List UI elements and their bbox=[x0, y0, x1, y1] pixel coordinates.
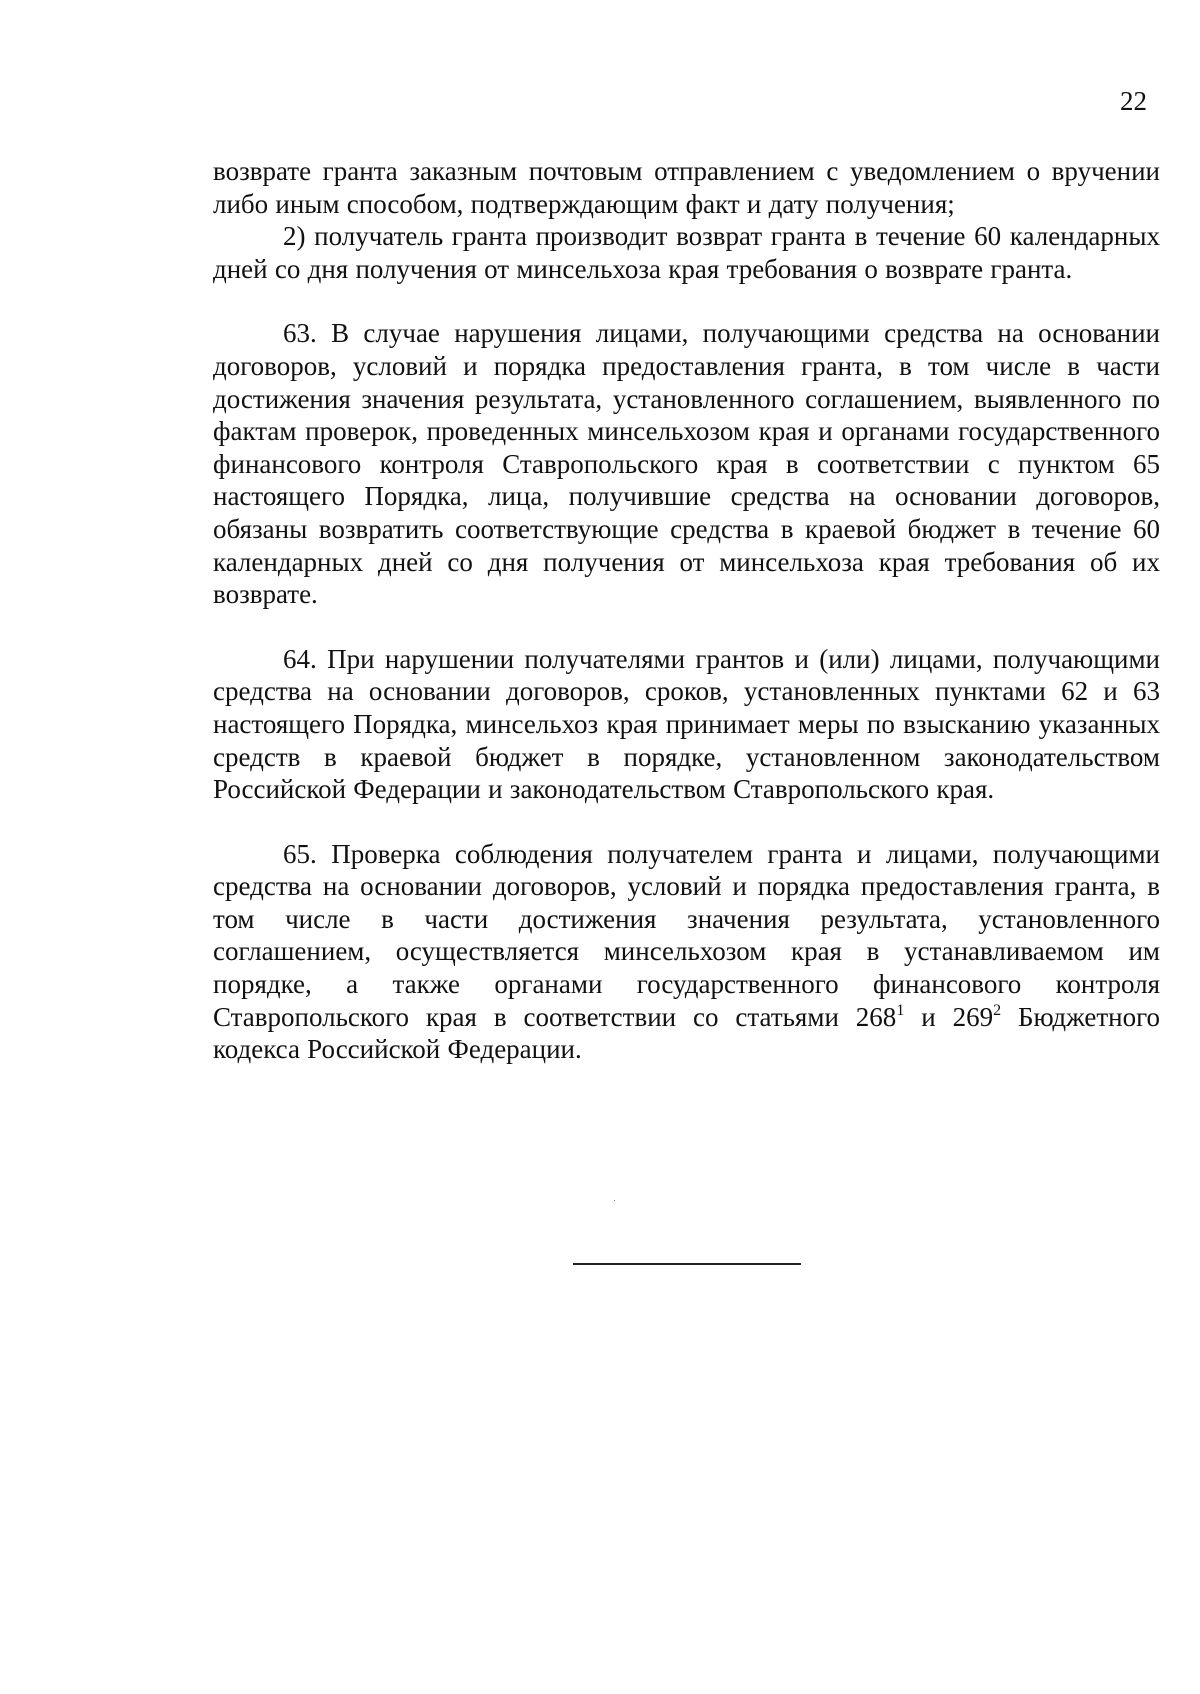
paragraph-65-text-part2: и 269 bbox=[904, 1001, 994, 1032]
paragraph-item-2: 2) получатель гранта производит возврат гранта в течение 60 календарных дней со дня получения от минсельхоза края требования о возврате гранта. bbox=[213, 221, 1160, 284]
paragraph-63: 63. В случае нарушения лицами, получающими средства на основании договоров, условий и порядка предоставления гранта, в том числе в части достижения значения результата, установленного соглашением, выявленного по фактам проверок, проведенных минсельхозом края и органами государственного финансового контроля Ставропольского края в соответствии с пунктом 65 настоящего Порядка, лица, получившие средства на основании договоров, обязаны возвратить соответствующие средства в краевой бюджет в течение 60 календарных дней со дня получения от минсельхоза края требования об их возврате. bbox=[213, 318, 1160, 610]
document-body bbox=[213, 155, 1160, 1066]
page-number: 22 bbox=[1120, 86, 1147, 116]
superscript-2: 2 bbox=[993, 1001, 1002, 1019]
superscript-1: 1 bbox=[896, 1001, 905, 1019]
paragraph-64: 64. При нарушении получателями грантов и (или) лицами, получающими средства на основании договоров, сроков, установленных пунктами 62 и 63 настоящего Порядка, минсельхоз края принимает меры по взысканию указанных средств в краевой бюджет в порядке, установленном законодательством Российской Федерации и законодательством Ставропольского края. bbox=[213, 643, 1160, 805]
paragraph-65 bbox=[213, 838, 1160, 1066]
paragraph-continuation: возврате гранта заказным почтовым отправлением с уведомлением о вручении либо иным способом, подтверждающим факт и дату получения; bbox=[213, 156, 1160, 219]
paragraph-65-text-part1: 65. Проверка соблюдения получателем гранта и лицами, получающими средства на основании договоров, условий и порядка предоставления гранта, в том числе в части достижения значения результата, установленного соглашением, осуществляется минсельхозом края в устанавливаемом им порядке, а также органами государственного финансового контроля Ставропольского края в соответствии со статьями 268 bbox=[213, 838, 1160, 1032]
paragraph-65-text-part3: Бюджетного кодекса Российской Федерации. bbox=[213, 1001, 1161, 1065]
scan-speck bbox=[614, 1200, 615, 1201]
document-end-rule bbox=[573, 1263, 801, 1265]
